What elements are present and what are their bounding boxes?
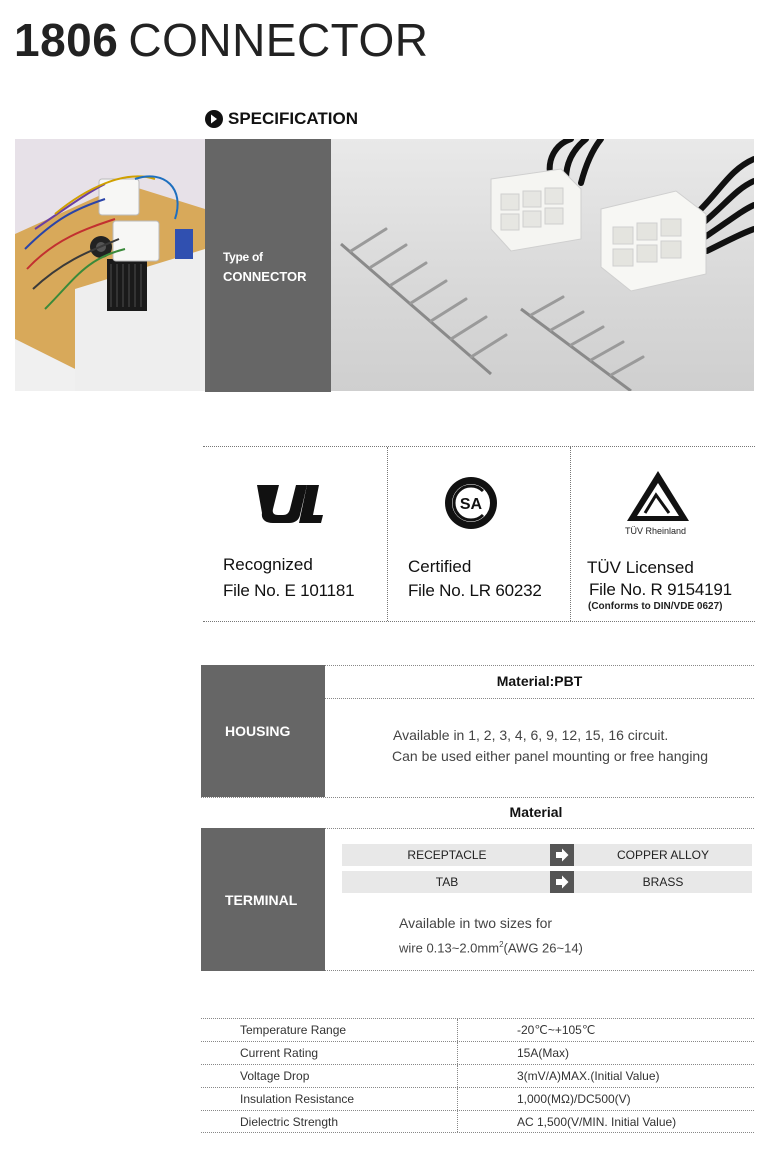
title-number: 1806 (14, 14, 119, 66)
cert-ul (203, 447, 388, 621)
terminal-top-divider (325, 828, 754, 829)
table-row: Insulation Resistance 1,000(MΩ)/DC500(V) (201, 1087, 754, 1110)
table-row: Current Rating 15A(Max) (201, 1041, 754, 1064)
terminal-material-receptacle: COPPER ALLOY (616, 848, 710, 862)
housing-top-divider (325, 665, 754, 666)
arrow-right-icon (550, 844, 574, 866)
tuv-logo-text: TÜV Rheinland (625, 526, 687, 536)
terminal-bottom-divider (325, 970, 754, 971)
terminal-sizes-text: Available in two sizes for (399, 915, 553, 931)
tuv-file-number: File No. R 9154191 (589, 580, 732, 599)
type-of-label: Type of (223, 250, 263, 264)
specification-heading (205, 108, 358, 130)
terminal-label: TERMINAL (201, 828, 325, 971)
table-row: Voltage Drop 3(mV/A)MAX.(Initial Value) (201, 1064, 754, 1087)
ul-logo-icon (253, 479, 327, 529)
housing-mounting-text: Can be used either panel mounting or free hanging (392, 748, 708, 764)
connector-label: CONNECTOR (223, 269, 307, 284)
tuv-status: TÜV Licensed (587, 558, 694, 577)
terminal-row-receptacle (342, 844, 752, 866)
terminal-part-receptacle: RECEPTACLE (407, 848, 487, 862)
arrow-right-icon (550, 871, 574, 893)
arrow-circle-icon (205, 110, 223, 128)
terminal-material-heading: Material (509, 804, 563, 820)
terminal-material-tab: BRASS (642, 875, 684, 889)
housing-header-divider (325, 698, 754, 699)
electrical-spec-table (201, 1018, 754, 1133)
housing-circuits-text: Available in 1, 2, 3, 4, 6, 9, 12, 15, 16 circuit. (393, 727, 669, 743)
tuv-logo-icon (623, 469, 693, 533)
svg-text:SA: SA (459, 496, 483, 513)
csa-file-number: File No. LR 60232 (408, 581, 542, 600)
circuit-board-photo (15, 139, 205, 391)
terminal-row-tab (342, 871, 752, 893)
csa-status: Certified (408, 557, 472, 576)
tuv-conformance-note: (Conforms to DIN/VDE 0627) (588, 601, 723, 612)
certifications-area (203, 446, 755, 622)
cert-csa (388, 447, 571, 621)
type-of-connector-box (205, 139, 331, 392)
table-row: Dielectric Strength AC 1,500(V/MIN. Initial Value) (201, 1110, 754, 1133)
title-word: CONNECTOR (128, 14, 429, 66)
housing-bottom-divider (201, 797, 754, 798)
terminal-wire-text: wire $0.13\sim 2.0mm^2(AWG$ 26~14) (399, 940, 583, 956)
cert-tuv (571, 447, 755, 621)
connector-product-photo (331, 139, 754, 391)
specification-label: SPECIFICATION (228, 109, 359, 128)
terminal-part-tab: TAB (435, 875, 459, 889)
page-title (14, 14, 428, 66)
csa-logo-icon (443, 475, 499, 531)
ul-file-number: File No. E 101181 (223, 581, 355, 600)
housing-material: Material:PBT (496, 673, 583, 689)
housing-label: HOUSING (201, 665, 325, 797)
ul-status: Recognized (223, 555, 313, 574)
table-row: Temperature Range -20℃~+105℃ (201, 1018, 754, 1041)
